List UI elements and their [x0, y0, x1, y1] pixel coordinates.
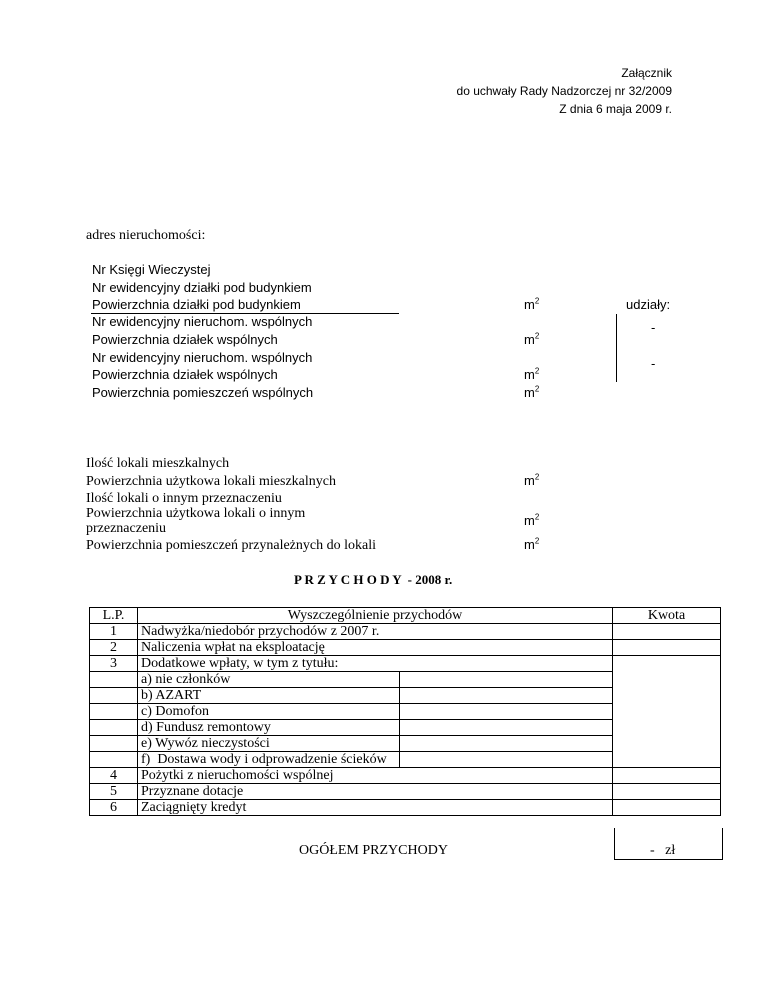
total-bottom-border — [614, 859, 723, 860]
row-desc: a) nie członków — [138, 672, 400, 688]
row-amount — [613, 624, 721, 640]
residential-area-label: Powierzchnia użytkowa lokali mieszkalnych — [86, 474, 336, 489]
row-lp: 2 — [90, 640, 138, 656]
row-amount — [613, 640, 721, 656]
income-table — [89, 607, 721, 816]
row-lp: 4 — [90, 768, 138, 784]
unit-m2: $m^2$ — [524, 331, 540, 347]
total-income-value: - zł — [650, 843, 676, 858]
row-desc: Zaciągnięty kredyt — [138, 800, 613, 816]
col-desc-header: Wyszczególnienie przychodów — [138, 608, 613, 624]
sub-amount — [400, 704, 613, 720]
sub-amount — [400, 720, 613, 736]
residential-units-count-label: Ilość lokali mieszkalnych — [86, 456, 230, 471]
address-label: adres nieruchomości: — [86, 228, 206, 243]
other-units-count-label: Ilość lokali o innym przeznaczeniu — [86, 491, 282, 506]
unit-m2: $m^2$ — [524, 366, 540, 382]
table-row — [90, 624, 721, 640]
row-lp: 5 — [90, 784, 138, 800]
plot-area-label: Powierzchnia działki pod budynkiem — [92, 297, 301, 312]
unit-m2: $m^2$ — [524, 472, 540, 488]
unit-m2: $m^2$ — [524, 384, 540, 400]
table-row — [90, 784, 721, 800]
row-desc: Dodatkowe wpłaty, w tym z tytułu: — [138, 656, 613, 672]
common-plot-number-label-2: Nr ewidencyjny nieruchom. wspólnych — [92, 350, 313, 365]
common-plot-area-label: Powierzchnia działek wspólnych — [92, 332, 278, 347]
unit-m2: $m^2$ — [524, 296, 540, 312]
row-desc: b) AZART — [138, 688, 400, 704]
row-desc: e) Wywóz nieczystości — [138, 736, 400, 752]
resolution-reference: do uchwały Rady Nadzorczej nr 32/2009 — [456, 84, 672, 98]
row-desc: Naliczenia wpłat na eksploatację — [138, 640, 613, 656]
row-lp: 1 — [90, 624, 138, 640]
table-row — [90, 768, 721, 784]
row-lp: 3 — [90, 656, 138, 672]
row-lp — [90, 736, 138, 752]
total-income-label: OGÓŁEM PRZYCHODY — [299, 843, 448, 858]
row-amount — [613, 784, 721, 800]
sub-amount — [400, 752, 613, 768]
col-amount-header: Kwota — [613, 608, 721, 624]
common-plot-number-label: Nr ewidencyjny nieruchom. wspólnych — [92, 314, 313, 329]
row-desc: f) Dostawa wody i odprowadzenie ścieków — [138, 752, 400, 768]
land-register-label: Nr Księgi Wieczystej — [92, 262, 211, 277]
row-lp — [90, 688, 138, 704]
sub-amount — [400, 736, 613, 752]
row-lp: 6 — [90, 800, 138, 816]
share-value: - — [651, 356, 656, 371]
attachment-label: Załącznik — [621, 66, 672, 80]
other-units-area-label: Powierzchnia użytkowa lokali o innym — [86, 506, 306, 521]
sub-amount — [400, 688, 613, 704]
row-desc: c) Domofon — [138, 704, 400, 720]
table-row — [90, 640, 721, 656]
total-right-border — [722, 828, 723, 860]
row-desc: d) Fundusz remontowy — [138, 720, 400, 736]
sub-amount — [400, 672, 613, 688]
row-lp — [90, 704, 138, 720]
shares-divider — [616, 314, 617, 382]
total-left-border — [614, 828, 615, 860]
row-lp — [90, 720, 138, 736]
unit-m2: $m^2$ — [524, 512, 540, 528]
appurtenant-rooms-label: Powierzchnia pomieszczeń przynależnych do lokali — [86, 538, 376, 553]
row-desc: Nadwyżka/niedobór przychodów z 2007 r. — [138, 624, 613, 640]
other-units-area-label-cont: przeznaczeniu — [86, 521, 167, 536]
row-desc: Przyznane dotacje — [138, 784, 613, 800]
resolution-date: Z dnia 6 maja 2009 r. — [559, 102, 672, 116]
table-header-row — [90, 608, 721, 624]
col-lp-header: L.P. — [90, 608, 138, 624]
shares-label: udziały: — [626, 297, 671, 312]
row-desc: Pożytki z nieruchomości wspólnej — [138, 768, 613, 784]
row-amount — [613, 800, 721, 816]
row-lp — [90, 672, 138, 688]
row-amount — [613, 656, 721, 768]
share-value: - — [651, 320, 656, 335]
common-plot-area-label-2: Powierzchnia działek wspólnych — [92, 367, 278, 382]
common-rooms-area-label: Powierzchnia pomieszczeń wspólnych — [92, 385, 314, 400]
table-row — [90, 656, 721, 672]
row-lp — [90, 752, 138, 768]
row-amount — [613, 768, 721, 784]
unit-m2: $m^2$ — [524, 536, 540, 552]
table-row — [90, 800, 721, 816]
income-title: P R Z Y C H O D Y - 2008 r. — [294, 572, 453, 587]
plot-number-label: Nr ewidencyjny działki pod budynkiem — [92, 280, 312, 295]
